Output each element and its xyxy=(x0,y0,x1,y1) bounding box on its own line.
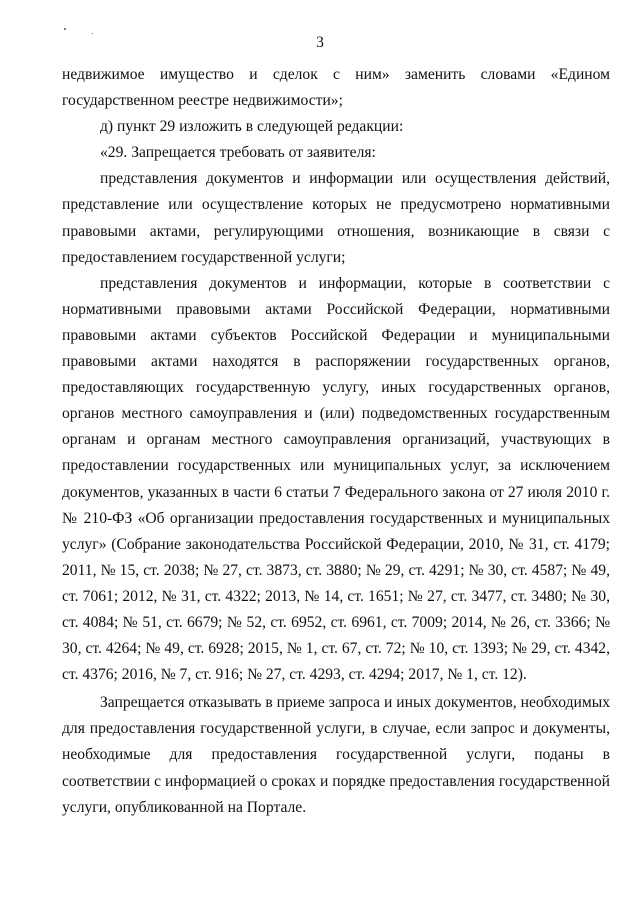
document-body xyxy=(62,62,610,821)
paragraph-item-29: «29. Запрещается требовать от заявителя: xyxy=(100,144,376,162)
paragraph-refusal-prohibition: Запрещается отказывать в приеме запроса и иных документов, необходимых для предоставления государственной услуги, в случае, если запрос и документы, необходимые для предоставления государственной услуги, поданы в соответствии с информацией о сроках и порядке предоставления государственной услуги, опубликованной на Портале. xyxy=(62,694,610,816)
paragraph-subitem-d: д) пункт 29 изложить в следующей редакции: xyxy=(100,118,404,136)
page-number: 3 xyxy=(316,34,324,51)
paragraph-continuation: недвижимое имущество и сделок с ним» заменить словами «Едином государственном реестре недвижимости»; xyxy=(62,66,610,110)
scan-speck xyxy=(64,28,66,30)
paragraph-requirement-2: представления документов и информации, которые в соответствии с нормативными правовыми актами Российской Федерации, нормативными правовыми актами субъектов Российской Федерации и муниципальными правовыми актами находятся в распоряжении государственных органов, предоставляющих государственную услугу, иных государственных органов, органов местного самоуправления и (или) подведомственных государственным органам и органам местного самоуправления организаций, участвующих в предоставлении государственных или муниципальных услуг, за исключением документов, указанных в части 6 статьи 7 Федерального закона от 27 июля 2010 г. № 210-ФЗ «Об организации предоставления государственных и муниципальных услуг» (Собрание законодательства Российской Федерации, 2010, № 31, ст. 4179; 2011, № 15, ст. 2038; № 27, ст. 3873, ст. 3880; № 29, ст. 4291; № 30, ст. 4587; № 49, ст. 7061; 2012, № 31, ст. 4322; 2013, № 14, ст. 1651; № 27, ст. 3477, ст. 3480; № 30, ст. 4084; № 51, ст. 6679; № 52, ст. 6952, ст. 6961, ст. 7009; 2014, № 26, ст. 3366; № 30, ст. 4264; № 49, ст. 6928; 2015, № 1, ст. 67, ст. 72; № 10, ст. 1393; № 29, ст. 4342, ст. 4376; 2016, № 7, ст. 916; № 27, ст. 4293, ст. 4294; 2017, № 1, ст. 12). xyxy=(62,274,610,684)
paragraph-requirement-1: представления документов и информации или осуществления действий, представление или осуществление которых не предусмотрено нормативными правовыми актами, регулирующими отношения, возникающие в связи с предоставлением государственной услуги; xyxy=(62,170,610,266)
